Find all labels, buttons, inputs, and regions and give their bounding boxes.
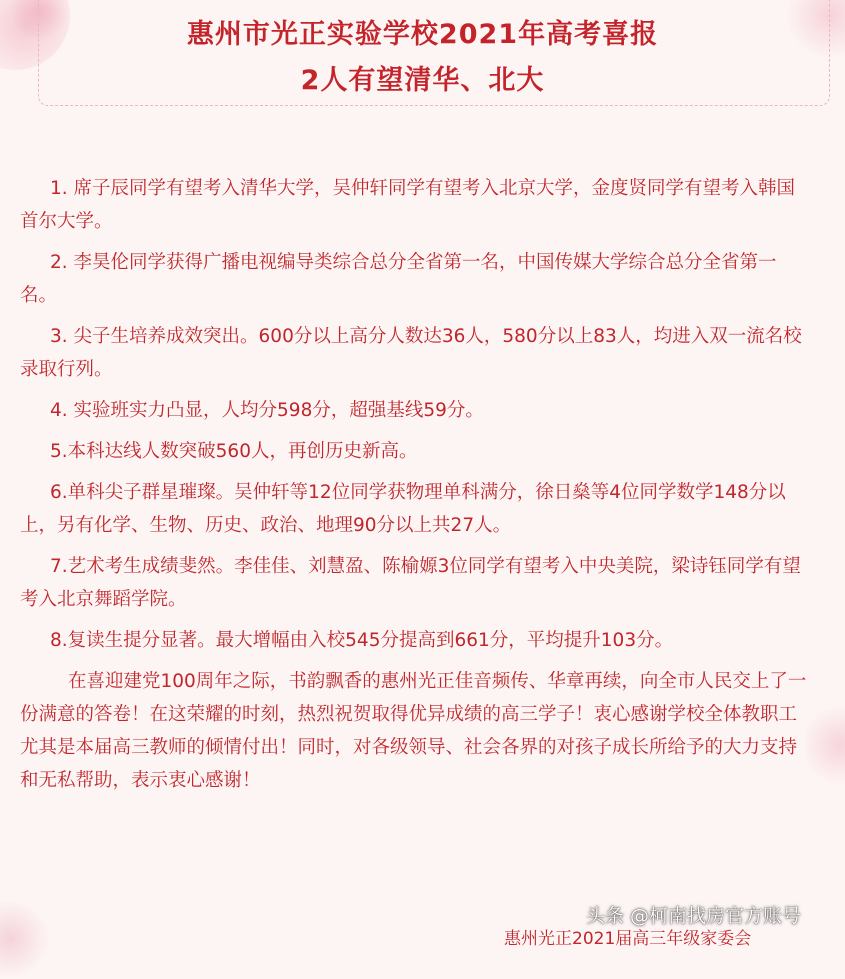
page-subtitle: 2人有望清华、北大: [300, 65, 545, 96]
list-item: 5.本科达线人数突破560人，再创历史新高。: [50, 441, 418, 462]
list-item: 2. 李昊伦同学获得广播电视编导类综合总分全省第一名，中国传媒大学综合总分全省第一名。: [20, 252, 777, 306]
petal-decoration-bottom-left: [0, 899, 50, 979]
report-body: [20, 172, 810, 805]
page-title: 惠州市光正实验学校2021年高考喜报: [186, 19, 659, 50]
signature: 惠州光正2021届高三年级家委会: [504, 929, 752, 949]
list-item: 8.复读生提分显著。最大增幅由入校545分提高到661分，平均提升103分。: [50, 630, 674, 651]
list-item: 3. 尖子生培养成效突出。600分以上高分人数达36人，580分以上83人，均进入双一流名校录取行列。: [20, 326, 802, 380]
list-item: 6.单科尖子群星璀璨。吴仲轩等12位同学获物理单科满分，徐日燊等4位同学数学148分以上，另有化学、生物、历史、政治、地理90分以上共27人。: [20, 482, 786, 536]
watermark: 头条 @柯南找房官方账号: [586, 905, 802, 927]
list-item: 7.艺术考生成绩斐然。李佳佳、刘慧盈、陈榆嫄3位同学有望考入中央美院，梁诗钰同学有望考入北京舞蹈学院。: [20, 556, 801, 610]
closing-paragraph: 在喜迎建党100周年之际，书韵飘香的惠州光正佳音频传、华章再续，向全市人民交上了一份满意的答卷！在这荣耀的时刻，热烈祝贺取得优异成绩的高三学子！衷心感谢学校全体教职工尤其是本届高三教师的倾情付出！同时，对各级领导、社会各界的对孩子成长所给予的大力支持和无私帮助，表示衷心感谢！: [20, 671, 807, 791]
petal-decoration-right: [805, 700, 845, 790]
list-item: 4. 实验班实力凸显，人均分598分，超强基线59分。: [50, 400, 484, 421]
list-item: 1. 席子辰同学有望考入清华大学，吴仲轩同学有望考入北京大学，金度贤同学有望考入韩国首尔大学。: [20, 178, 796, 232]
